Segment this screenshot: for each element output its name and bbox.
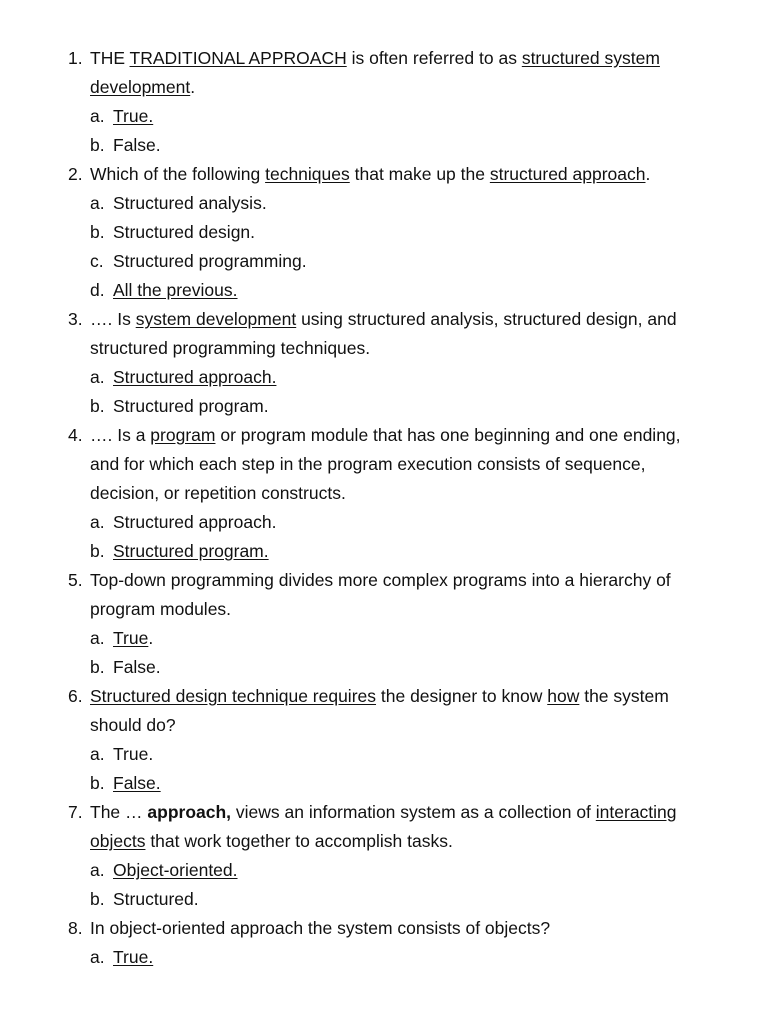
option-letter: a. bbox=[90, 947, 105, 967]
question-number: 4. bbox=[68, 425, 83, 445]
question-text bbox=[90, 334, 370, 363]
text-run: Structured design. bbox=[113, 222, 256, 242]
option-text bbox=[113, 189, 267, 218]
underlined-text: how bbox=[547, 686, 580, 706]
text-run: Which of the following bbox=[90, 164, 266, 184]
text-run: is often referred to as bbox=[346, 48, 522, 68]
text-run: …. Is bbox=[90, 309, 136, 329]
text-run: Structured. bbox=[113, 889, 199, 909]
question-text-line bbox=[0, 160, 768, 189]
text-run: THE bbox=[90, 48, 130, 68]
option-text bbox=[113, 943, 153, 972]
question-text-line bbox=[0, 827, 768, 856]
text-run: False. bbox=[113, 135, 161, 155]
option-letter: b. bbox=[90, 222, 105, 242]
question-text bbox=[90, 44, 660, 73]
question-text bbox=[90, 479, 346, 508]
underlined-text: True bbox=[113, 628, 149, 648]
text-run: In object-oriented approach the system consists of objects? bbox=[90, 918, 551, 938]
text-run: structured programming techniques. bbox=[90, 338, 371, 358]
question-text-line bbox=[0, 566, 768, 595]
text-run: using structured analysis, structured design, and bbox=[296, 309, 677, 329]
underlined-text: Object-oriented. bbox=[113, 860, 238, 880]
option-text bbox=[113, 131, 161, 160]
question-number: 8. bbox=[68, 918, 83, 938]
option-letter: d. bbox=[90, 280, 105, 300]
underlined-text: False. bbox=[113, 773, 161, 793]
underlined-text: objects bbox=[90, 831, 146, 851]
text-run: Structured programming. bbox=[113, 251, 307, 271]
option-text bbox=[113, 537, 269, 566]
text-run: should do? bbox=[90, 715, 176, 735]
answer-option bbox=[0, 247, 768, 276]
text-run: Structured analysis. bbox=[113, 193, 267, 213]
option-letter: a. bbox=[90, 628, 105, 648]
option-text bbox=[113, 740, 153, 769]
question-item bbox=[0, 305, 768, 421]
question-text-line bbox=[0, 73, 768, 102]
question-text bbox=[90, 450, 645, 479]
text-run: the designer to know bbox=[376, 686, 548, 706]
answer-option bbox=[0, 653, 768, 682]
underlined-text: structured approach bbox=[489, 164, 646, 184]
question-text-line bbox=[0, 479, 768, 508]
question-text-line bbox=[0, 450, 768, 479]
question-text bbox=[90, 566, 671, 595]
option-text bbox=[113, 247, 307, 276]
quiz-list bbox=[0, 44, 768, 972]
question-text-line bbox=[0, 595, 768, 624]
option-text bbox=[113, 102, 153, 131]
text-run: . bbox=[645, 164, 651, 184]
option-letter: b. bbox=[90, 773, 105, 793]
question-number: 1. bbox=[68, 48, 83, 68]
answer-option bbox=[0, 740, 768, 769]
question-text bbox=[90, 682, 669, 711]
question-text bbox=[90, 73, 195, 102]
option-letter: a. bbox=[90, 106, 105, 126]
option-text bbox=[113, 363, 276, 392]
underlined-text: Structured design technique requires bbox=[90, 686, 377, 706]
answer-option bbox=[0, 769, 768, 798]
option-letter: b. bbox=[90, 657, 105, 677]
underlined-text: structured system bbox=[521, 48, 660, 68]
question-item bbox=[0, 914, 768, 972]
option-letter: b. bbox=[90, 396, 105, 416]
answer-option bbox=[0, 218, 768, 247]
answer-option bbox=[0, 131, 768, 160]
option-text bbox=[113, 276, 238, 305]
text-run: . bbox=[148, 628, 154, 648]
option-letter: c. bbox=[90, 251, 104, 271]
option-letter: b. bbox=[90, 541, 105, 561]
underlined-text: All the previous. bbox=[113, 280, 238, 300]
question-text-line bbox=[0, 711, 768, 740]
question-number: 6. bbox=[68, 686, 83, 706]
question-text-line bbox=[0, 682, 768, 711]
answer-option bbox=[0, 363, 768, 392]
text-run: …. Is a bbox=[90, 425, 151, 445]
underlined-text: program bbox=[150, 425, 216, 445]
question-text-line bbox=[0, 305, 768, 334]
underlined-text: True. bbox=[113, 947, 154, 967]
question-text bbox=[90, 827, 453, 856]
question-text-line bbox=[0, 798, 768, 827]
answer-option bbox=[0, 856, 768, 885]
text-run: that make up the bbox=[349, 164, 490, 184]
question-number: 3. bbox=[68, 309, 83, 329]
question-item bbox=[0, 44, 768, 160]
underlined-text: Structured program. bbox=[113, 541, 269, 561]
option-text bbox=[113, 508, 276, 537]
question-text bbox=[90, 914, 550, 943]
question-text bbox=[90, 421, 681, 450]
question-item bbox=[0, 682, 768, 798]
question-item bbox=[0, 421, 768, 566]
option-letter: a. bbox=[90, 860, 105, 880]
option-text bbox=[113, 653, 161, 682]
option-letter: a. bbox=[90, 367, 105, 387]
question-text-line bbox=[0, 421, 768, 450]
underlined-text: interacting bbox=[595, 802, 677, 822]
question-number: 5. bbox=[68, 570, 83, 590]
text-run: program modules. bbox=[90, 599, 232, 619]
option-text bbox=[113, 624, 153, 653]
text-run: True. bbox=[113, 744, 154, 764]
bold-text: approach, bbox=[147, 802, 232, 822]
option-text bbox=[113, 885, 199, 914]
question-item bbox=[0, 160, 768, 305]
question-number: 2. bbox=[68, 164, 83, 184]
option-letter: a. bbox=[90, 193, 105, 213]
underlined-text: techniques bbox=[265, 164, 350, 184]
answer-option bbox=[0, 624, 768, 653]
answer-option bbox=[0, 189, 768, 218]
option-text bbox=[113, 769, 161, 798]
answer-option bbox=[0, 276, 768, 305]
text-run: False. bbox=[113, 657, 161, 677]
underlined-text: development bbox=[90, 77, 191, 97]
text-run: decision, or repetition constructs. bbox=[90, 483, 346, 503]
underlined-text: system development bbox=[135, 309, 297, 329]
answer-option bbox=[0, 392, 768, 421]
option-text bbox=[113, 218, 255, 247]
text-run: Structured program. bbox=[113, 396, 269, 416]
text-run: The … bbox=[90, 802, 148, 822]
question-number: 7. bbox=[68, 802, 83, 822]
text-run: the system bbox=[579, 686, 669, 706]
text-run: that work together to accomplish tasks. bbox=[145, 831, 453, 851]
option-text bbox=[113, 856, 238, 885]
answer-option bbox=[0, 885, 768, 914]
underlined-text: Structured approach. bbox=[113, 367, 277, 387]
answer-option bbox=[0, 508, 768, 537]
question-text bbox=[90, 160, 650, 189]
underlined-text: True. bbox=[113, 106, 154, 126]
answer-option bbox=[0, 537, 768, 566]
option-text bbox=[113, 392, 269, 421]
question-text-line bbox=[0, 334, 768, 363]
text-run: views an information system as a collection of bbox=[231, 802, 596, 822]
option-letter: b. bbox=[90, 135, 105, 155]
text-run: Top-down programming divides more complex programs into a hierarchy of bbox=[90, 570, 671, 590]
answer-option bbox=[0, 102, 768, 131]
text-run: and for which each step in the program execution consists of sequence, bbox=[90, 454, 646, 474]
question-text bbox=[90, 305, 677, 334]
text-run: or program module that has one beginning and one ending, bbox=[215, 425, 681, 445]
text-run: Structured approach. bbox=[113, 512, 277, 532]
question-text bbox=[90, 711, 176, 740]
question-text-line bbox=[0, 44, 768, 73]
text-run: . bbox=[190, 77, 196, 97]
question-item bbox=[0, 566, 768, 682]
question-text bbox=[90, 798, 677, 827]
question-text bbox=[90, 595, 231, 624]
underlined-text: TRADITIONAL APPROACH bbox=[129, 48, 347, 68]
question-item bbox=[0, 798, 768, 914]
option-letter: a. bbox=[90, 512, 105, 532]
option-letter: b. bbox=[90, 889, 105, 909]
answer-option bbox=[0, 943, 768, 972]
question-text-line bbox=[0, 914, 768, 943]
option-letter: a. bbox=[90, 744, 105, 764]
